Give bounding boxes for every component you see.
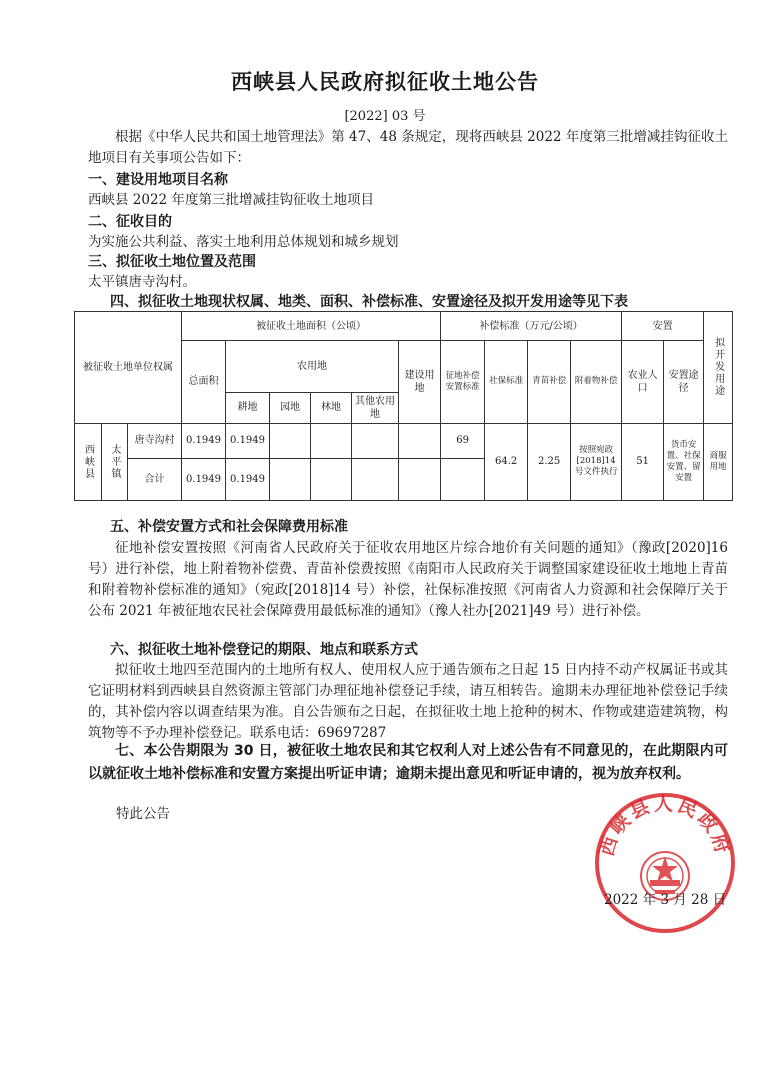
page-title: 西峡县人民政府拟征收土地公告 [231,70,539,94]
section-1-text: 西峡县 2022 年度第三批增减挂钩征收土地项目 [88,192,374,208]
cell-sum-construction [399,458,441,500]
document-number: [2022] 03 号 [344,109,426,124]
section-2-heading: 二、征收目的 [88,214,172,230]
cell-village: 唐寺沟村 [128,423,182,458]
header-attachment-compensation: 附着物补偿 [571,341,622,423]
header-land-compensation: 征地补偿安置标准 [441,341,485,423]
header-crop-compensation: 青苗补偿 [528,341,571,423]
cell-village-garden [270,423,311,458]
header-other-farmland: 其他农用地 [352,393,399,423]
section-2-text: 为实施公共利益、落实土地利用总体规划和城乡规划 [88,234,399,250]
intro-paragraph: 根据《中华人民共和国土地管理法》第 47、48 条规定，现将西峡县 2022 年度第三批增减挂钩征收土地项目有关事项公告如下： [88,129,728,166]
header-total-area: 总面积 [182,341,226,423]
cell-agri-population: 51 [622,423,664,500]
seal-text: 西峡县人民政府 [595,792,735,859]
section-5-heading: 五、补偿安置方式和社会保障费用标准 [110,519,348,535]
cell-village-cultivated: 0.1949 [226,423,270,458]
section-1-heading: 一、建设用地项目名称 [88,172,228,188]
cell-village-total-area: 0.1949 [182,423,226,458]
cell-crop-compensation: 2.25 [528,423,571,500]
cell-sum-other-farmland [352,458,399,500]
cell-sum-land-compensation [441,458,485,500]
header-agri-population: 农业人口 [622,341,664,423]
header-unit: 被征收土地单位权属 [75,312,182,424]
header-resettlement: 安置 [622,312,704,341]
header-forest: 林地 [311,393,352,423]
land-table [74,311,733,501]
header-resettlement-way: 安置途径 [664,341,704,423]
header-cultivated: 耕地 [226,393,270,423]
section-4-heading: 四、拟征收土地现状权属、地类、面积、补偿标准、安置途径及拟开发用途等见下表 [110,294,628,310]
section-6-text: 拟征收土地四至范围内的土地所有权人、使用权人应于通告颁布之日起 15 日内持不动产权属证书或其它证明材料到西峡县自然资源主管部门办理征地补偿登记手续，请互相转告。逾期未办理征地补偿登记手续的，其补偿内容以调查结果为准。自公告颁布之日起，在拟征收土地上抢种的树木、作物或建造建筑物，构筑物等不予办理补偿登记。联系电话：69697287 [88,662,728,741]
header-intended-use: 拟开发用途 [704,312,733,424]
header-garden: 园地 [270,393,311,423]
section-3-text: 太平镇唐寺沟村。 [88,274,196,290]
cell-attachment-compensation: 按照宛政[2018]14号文件执行 [571,423,622,500]
cell-social-security: 64.2 [485,423,528,500]
cell-total-label: 合计 [128,458,182,500]
section-3-heading: 三、拟征收土地位置及范围 [88,254,256,270]
cell-sum-forest [311,458,352,500]
section-5-text: 征地补偿安置按照《河南省人民政府关于征收农用地区片综合地价有关问题的通知》（豫政[2020]16 号）进行补偿，地上附着物补偿费、青苗补偿费按照《南阳市人民政府关于调整国家建设征收土地地上青苗和附着物补偿标准的通知》（宛政[2018]14 号）补偿，社保标准按照《河南省人力资源和社会保障厅关于公布 2021 年被征地农民社会保障费用最低标准的通知》（豫人社办[2021]49 号）进行补偿。 [88,540,728,619]
cell-land-compensation: 69 [441,423,485,458]
cell-intended-use: 商服用地 [704,423,733,500]
section-7-text: 七、本公告期限为 30 日，被征收土地农民和其它权利人对上述公告有不同意见的，在此期限内可以就征收土地补偿标准和安置方案提出听证申请；逾期未提出意见和听证申请的，视为放弃权利。 [88,743,728,782]
cell-sum-garden [270,458,311,500]
issue-date: 2022 年 3 月 28 日 [604,892,727,908]
cell-village-forest [311,423,352,458]
cell-village-construction [399,423,441,458]
header-farmland: 农用地 [226,341,399,393]
header-compensation: 补偿标准（万元/公顷） [441,312,622,341]
cell-county: 西峡县 [75,423,102,500]
cell-sum-cultivated: 0.1949 [226,458,270,500]
official-seal [592,790,738,936]
cell-town: 太平镇 [102,423,128,500]
cell-village-other-farmland [352,423,399,458]
header-area: 被征收土地面积（公顷） [182,312,441,341]
cell-sum-total-area: 0.1949 [182,458,226,500]
closing-text: 特此公告 [116,806,170,822]
section-6-heading: 六、拟征收土地补偿登记的期限、地点和联系方式 [110,642,418,658]
header-construction-land: 建设用地 [399,341,441,423]
cell-resettlement-way: 货币安置、社保安置、留安置 [664,423,704,500]
header-social-security: 社保标准 [485,341,528,423]
